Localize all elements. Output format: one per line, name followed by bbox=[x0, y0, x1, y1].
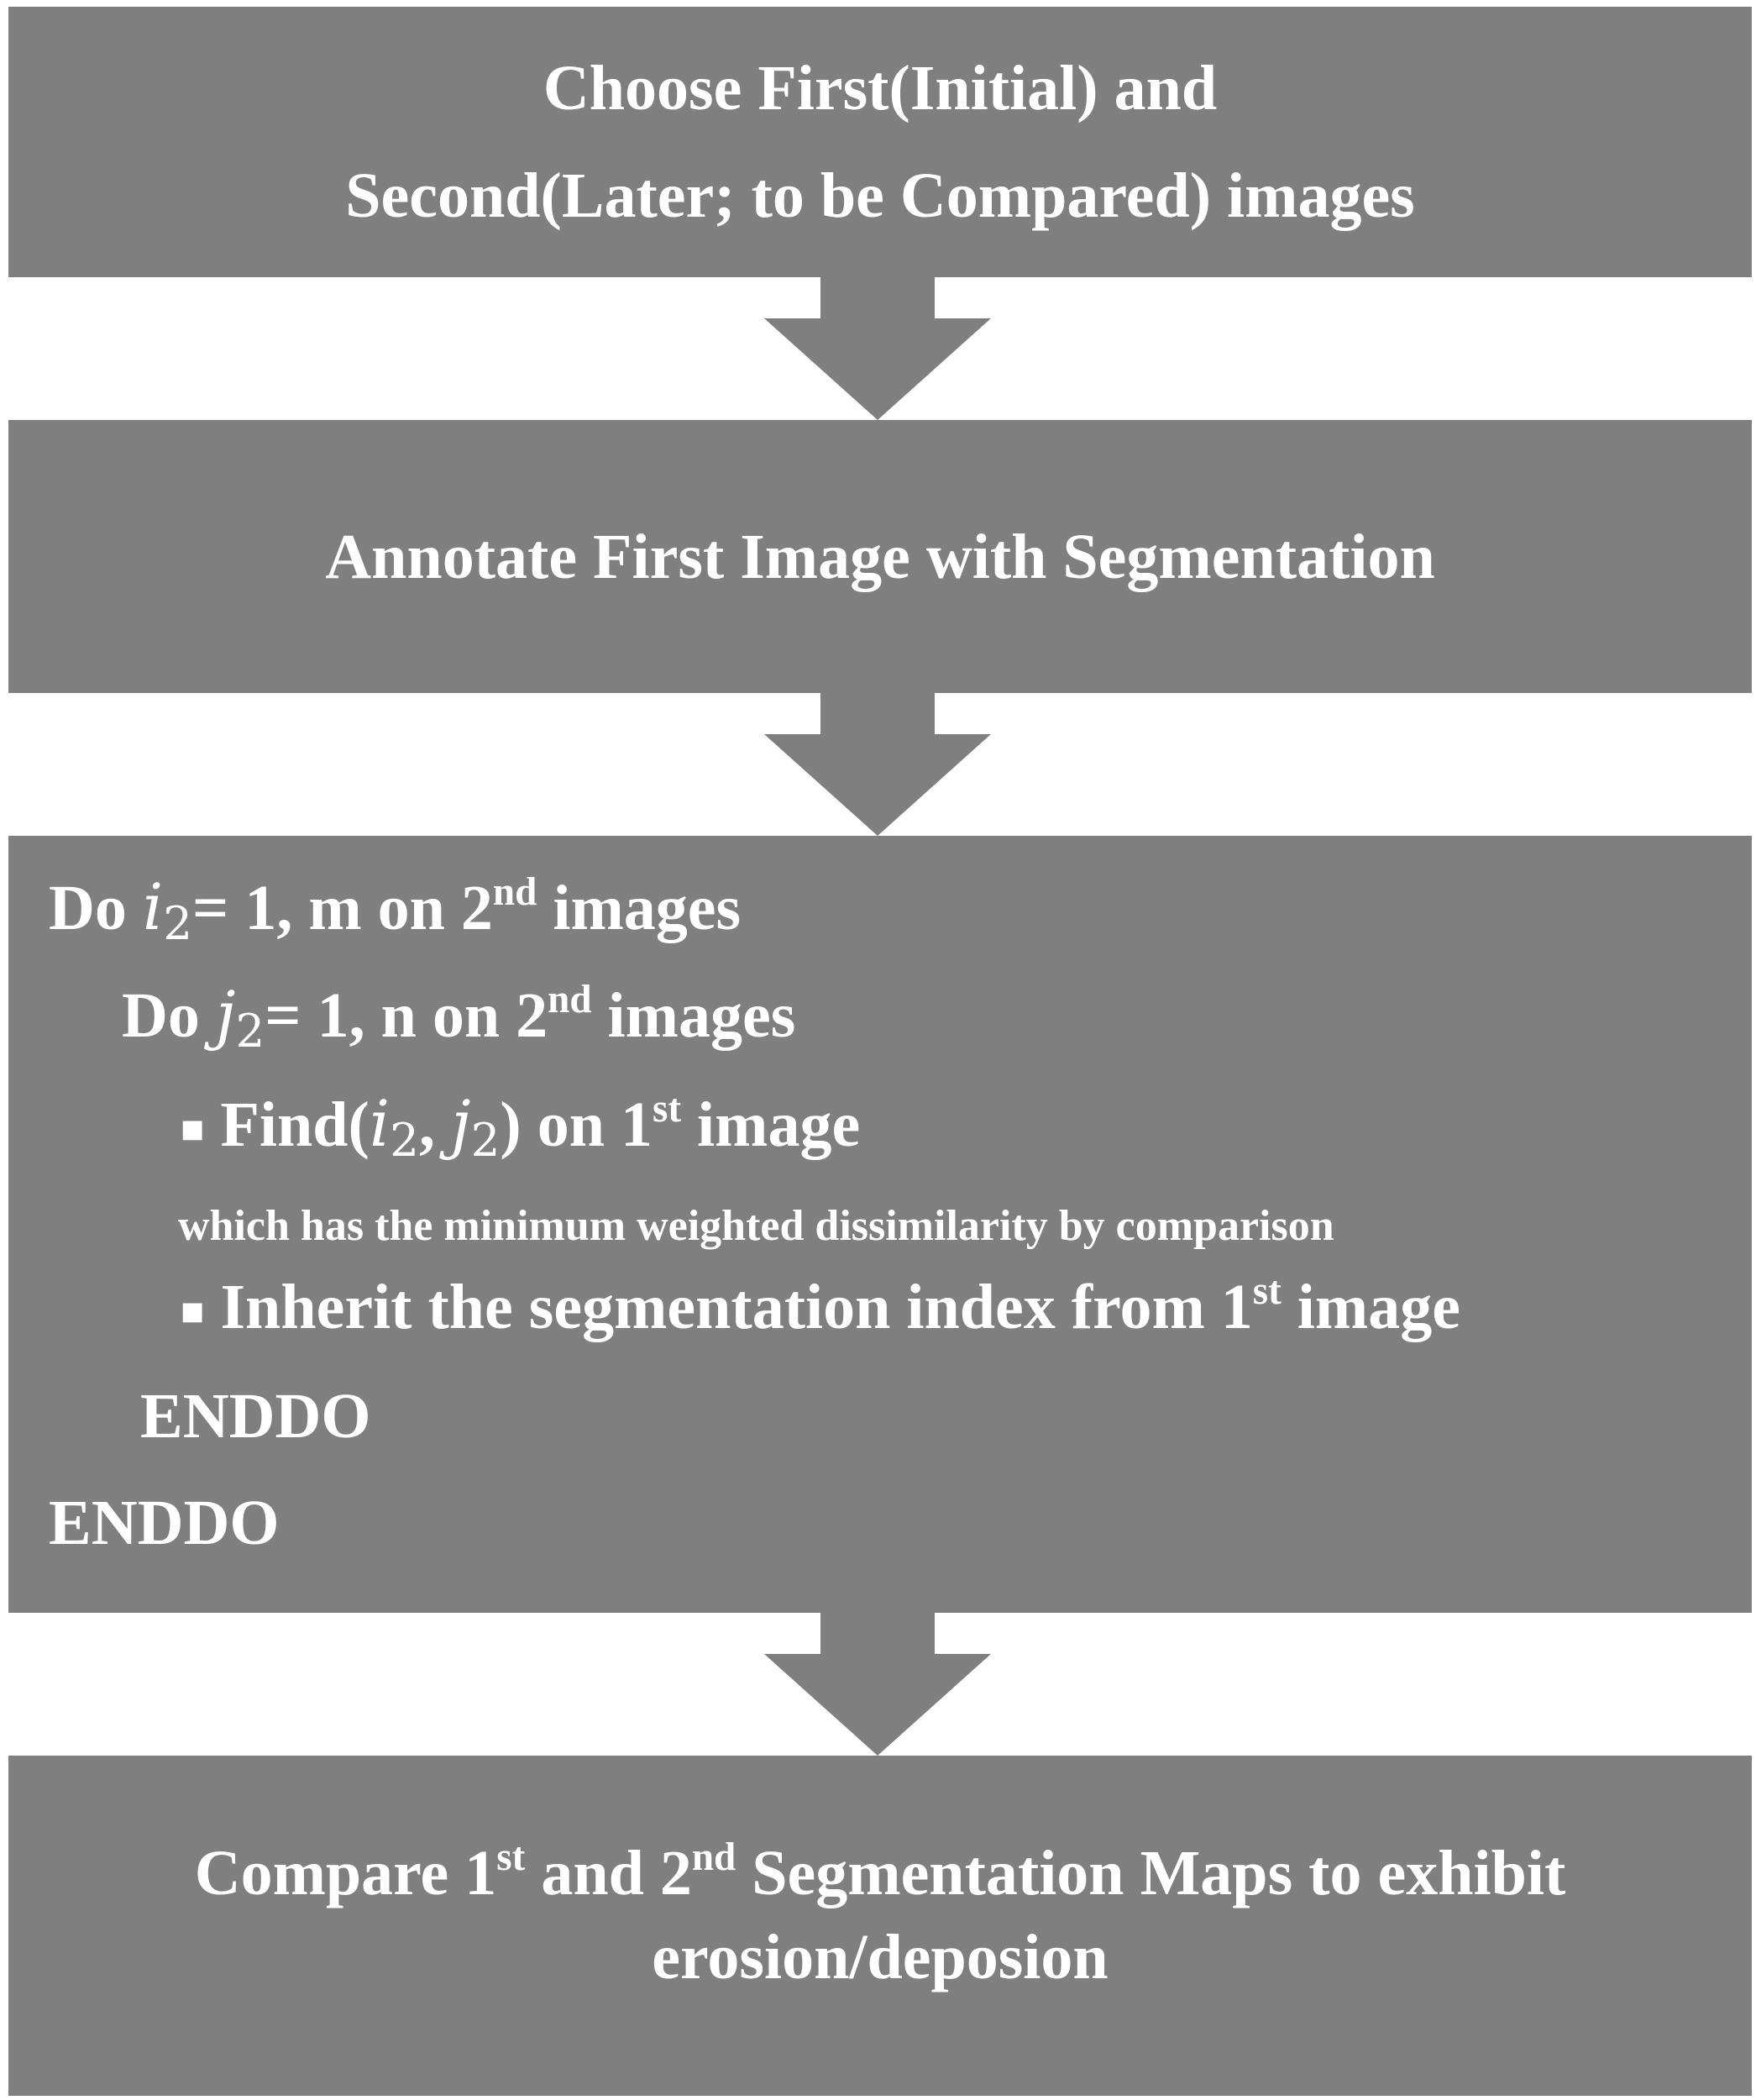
compare-part-2: and 2 bbox=[525, 1838, 692, 1908]
step-annotate-text: Annotate First Image with Segmentation bbox=[325, 522, 1435, 592]
loop-inner-line bbox=[122, 977, 796, 1058]
find-var-j: j bbox=[451, 1086, 471, 1161]
down-arrow-1 bbox=[764, 277, 991, 420]
inherit-superscript: st bbox=[1252, 1268, 1282, 1313]
find-line bbox=[181, 1086, 861, 1168]
find-variable-i bbox=[369, 1086, 419, 1168]
step-loop-box bbox=[8, 836, 1752, 1613]
step-compare-text bbox=[8, 1831, 1752, 1999]
loop-outer-line bbox=[49, 869, 742, 951]
down-arrow-2 bbox=[764, 693, 991, 836]
find-detail-text: which has the minimum weighted dissimilarity by comparison bbox=[178, 1202, 1334, 1250]
find-middle: ) on 1 bbox=[500, 1089, 653, 1160]
enddo-outer: ENDDO bbox=[49, 1488, 280, 1558]
loop-inner-var-subscript: 2 bbox=[235, 1004, 265, 1058]
find-var-i: i bbox=[369, 1086, 391, 1161]
step-choose-images-line-2: Second(Later; to be Compared) images bbox=[345, 160, 1415, 231]
inherit-prefix: Inherit the segmentation index from 1 bbox=[204, 1272, 1253, 1342]
loop-inner-superscript: nd bbox=[548, 977, 592, 1021]
square-bullet-icon: ■ bbox=[181, 1290, 205, 1335]
step-choose-images-text bbox=[8, 34, 1752, 249]
loop-inner-middle: = 1, n on 2 bbox=[265, 980, 548, 1051]
compare-part-3: Segmentation Maps to exhibit bbox=[736, 1838, 1566, 1908]
loop-outer-middle: = 1, m on 2 bbox=[192, 873, 493, 943]
step-compare-line-2: erosion/deposion bbox=[652, 1922, 1109, 1992]
step-compare-line-1 bbox=[8, 1831, 1752, 1915]
loop-outer-variable bbox=[142, 869, 193, 951]
step-choose-images-line-1: Choose First(Initial) and bbox=[543, 53, 1218, 123]
loop-outer-prefix: Do bbox=[49, 873, 143, 943]
loop-outer-var-subscript: 2 bbox=[163, 896, 193, 951]
step-annotate-box bbox=[8, 420, 1752, 693]
step-choose-images-box bbox=[8, 7, 1752, 277]
inherit-suffix: image bbox=[1281, 1272, 1460, 1342]
find-variable-j bbox=[451, 1086, 501, 1168]
loop-outer-suffix: images bbox=[537, 873, 742, 943]
loop-inner-variable bbox=[215, 977, 265, 1058]
compare-superscript-1: st bbox=[496, 1835, 526, 1879]
compare-superscript-2: nd bbox=[691, 1835, 736, 1879]
square-bullet-icon: ■ bbox=[181, 1108, 205, 1152]
down-arrow-3 bbox=[764, 1613, 991, 1756]
loop-outer-var: i bbox=[142, 869, 164, 944]
find-comma: , bbox=[419, 1089, 451, 1160]
loop-inner-suffix: images bbox=[591, 980, 796, 1051]
step-compare-box bbox=[8, 1756, 1752, 2096]
find-var-j-subscript: 2 bbox=[470, 1113, 501, 1168]
loop-inner-prefix: Do bbox=[122, 980, 216, 1051]
enddo-inner: ENDDO bbox=[140, 1381, 371, 1452]
loop-inner-var: j bbox=[215, 977, 236, 1052]
compare-part-1: Compare 1 bbox=[194, 1838, 497, 1908]
loop-outer-superscript: nd bbox=[492, 869, 537, 914]
find-superscript: st bbox=[652, 1086, 682, 1131]
find-prefix: Find( bbox=[204, 1089, 370, 1160]
inherit-line bbox=[181, 1268, 1460, 1344]
find-var-i-subscript: 2 bbox=[390, 1113, 419, 1168]
find-suffix: image bbox=[681, 1089, 861, 1160]
